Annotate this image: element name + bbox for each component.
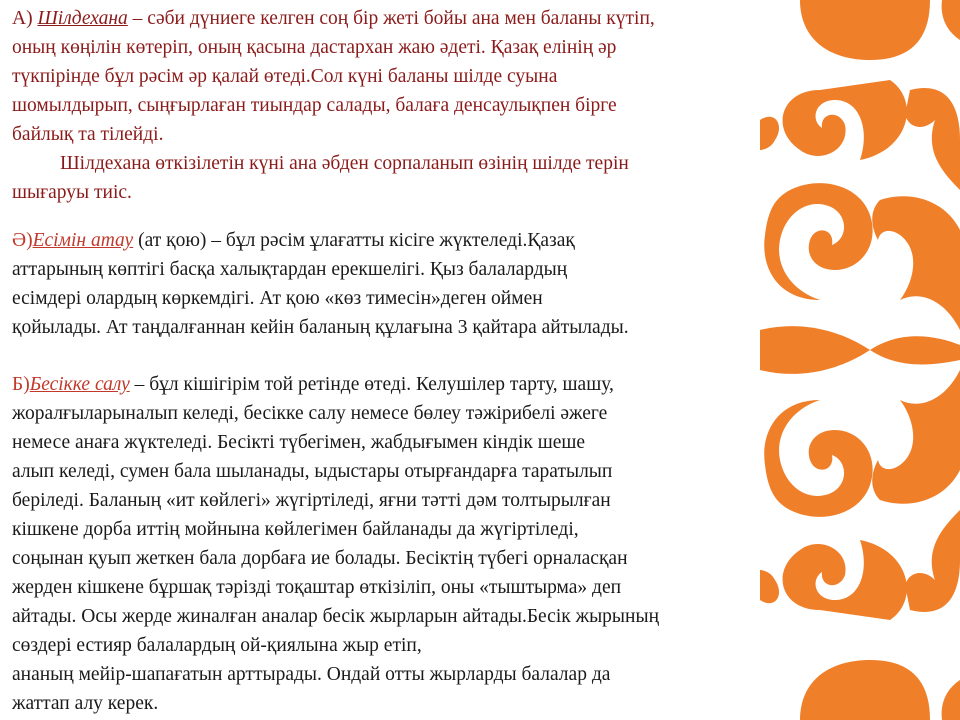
section-ae-line3: есімдері олардың көркемдігі. Ат қою «көз тимесін»деген оймен xyxy=(12,288,543,309)
section-ae-line2: аттарының көптігі басқа халықтардан ерекшелігі. Қыз балалардың xyxy=(12,259,568,280)
section-b-line6: кішкене дорба иттің мойнына көйлегімен байланады да жүгіртіледі, xyxy=(12,519,579,540)
section-a-line2: оның көңілін көтеріп, оның қасына дастархан жаю әдеті. Қазақ елінің әр xyxy=(12,37,617,58)
section-b-line12: жаттап алу керек. xyxy=(12,693,159,714)
section-ae-line1: (ат қою) – бұл рәсім ұлағатты кісіге жүктеледі.Қазақ xyxy=(133,230,575,251)
section-b-line8: жерден кішкене бұршақ тәрізді тоқаштар өткізіліп, оны «тыштырма» деп xyxy=(12,577,622,598)
section-b-line5: беріледі. Баланың «ит көйлегі» жүгіртіледі, яғни тәтті дәм толтырылған xyxy=(12,490,611,511)
section-a-line6: Шілдехана өткізілетін күні ана әбден сорпаланып өзінің шілде терін xyxy=(60,153,629,174)
section-b-line11: ананың мейір-шапағатын арттырады. Ондай отты жырларды балалар да xyxy=(12,664,611,685)
section-ae-line xyxy=(12,226,812,255)
section-ae-prefix: Ә) xyxy=(12,230,33,251)
section-b-line7: соңынан қуып жеткен бала дорбаға ие болады. Бесіктің түбегі орналасқан xyxy=(12,548,628,569)
term-esimin-atau: Есімін атау xyxy=(32,230,134,251)
section-besikke-salu xyxy=(12,370,812,718)
term-besikke-salu: Бесікке салу xyxy=(29,374,130,395)
section-b-line2: жоралғыларыналып келеді, бесікке салу немесе бөлеу тәжірибелі әжеге xyxy=(12,403,608,424)
section-b-line3: немесе анаға жүктеледі. Бесікті түбегімен, жабдығымен кіндік шеше xyxy=(12,432,586,453)
section-b-prefix: Б) xyxy=(12,374,30,395)
section-a-line7: шығаруы тиіс. xyxy=(12,182,132,203)
section-b-line4: алып келеді, сумен бала шыланады, ыдыстары отырғандарға таратылып xyxy=(12,461,613,482)
section-shildekhana xyxy=(12,4,812,207)
section-a-line xyxy=(12,4,812,33)
section-b-line xyxy=(12,370,812,399)
section-a-line1: – сәби дүниеге келген соң бір жеті бойы ана мен баланы күтіп, xyxy=(127,8,655,29)
section-a-line5: байлық та тілейді. xyxy=(12,124,164,145)
section-esimin-atau xyxy=(12,226,812,342)
section-a-line3: түкпірінде бұл рәсім әр қалай өтеді.Сол күні баланы шілде суына xyxy=(12,66,558,87)
section-b-line10: сөздері естияр балалардың ой-қиялына жыр етіп, xyxy=(12,635,422,656)
section-a-line4: шомылдырып, сыңғырлаған тиындар салады, балаға денсаулықпен бірге xyxy=(12,95,617,116)
section-b-line1: – бұл кішігірім той ретінде өтеді. Келушілер тарту, шашу, xyxy=(129,374,614,395)
section-a-prefix: А) xyxy=(12,8,38,29)
section-ae-line4: қойылады. Ат таңдалғаннан кейін баланың құлағына 3 қайтара айтылады. xyxy=(12,317,629,338)
term-shildekhana: Шілдехана xyxy=(37,8,128,29)
section-b-line9: айтады. Осы жерде жиналған аналар бесік жырларын айтады.Бесік жырының xyxy=(12,606,660,627)
